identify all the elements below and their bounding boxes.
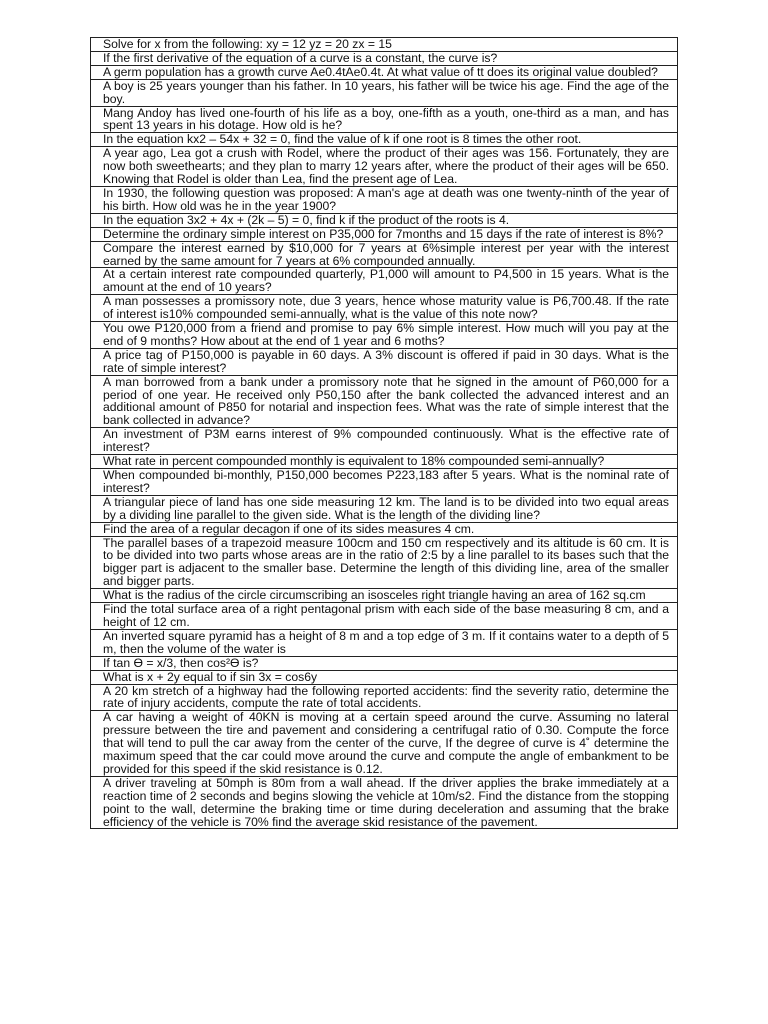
table-row [91, 106, 678, 133]
question-text: A car having a weight of 40KN is moving at a certain speed around the curve. Assuming no lateral pressure between the tire and pavement and considering a centrifugal ratio of 0.30. Compute the force that will tend to pull the car away from the center of the curve, If the degree of curve is 4˚ determine the maximum speed that the car could move around the curve and compute the angle of embankment to be provided for this speed if the skid resistance is 0.12. [103, 710, 669, 776]
question-cell [91, 670, 678, 684]
question-cell [91, 776, 678, 829]
question-text: An inverted square pyramid has a height of 8 m and a top edge of 3 m. If it contains water to a depth of 5 m, then the volume of the water is [103, 628, 669, 656]
table-row [91, 629, 678, 656]
table-row [91, 147, 678, 187]
question-text: What is the radius of the circle circumscribing an isosceles right triangle having an area of 162 sq.cm [103, 588, 646, 603]
table-row [91, 348, 678, 375]
question-cell [91, 241, 678, 268]
table-row [91, 322, 678, 349]
question-text: What rate in percent compounded monthly is equivalent to 18% compounded semi-annually? [103, 454, 605, 469]
question-text: A 20 km stretch of a highway had the following reported accidents: find the severity ratio, determine the rate of injury accidents, compute the rate of total accidents. [103, 683, 669, 711]
question-cell [91, 522, 678, 536]
table-row [91, 455, 678, 469]
question-cell [91, 495, 678, 522]
table-row [91, 469, 678, 496]
question-cell [91, 656, 678, 670]
table-row [91, 375, 678, 428]
question-cell [91, 684, 678, 711]
table-row [91, 65, 678, 79]
question-text: Find the area of a regular decagon if one of its sides measures 4 cm. [103, 521, 475, 536]
table-row [91, 241, 678, 268]
table-row [91, 711, 678, 777]
question-text: If the first derivative of the equation of a curve is a constant, the curve is? [103, 50, 498, 65]
table-row [91, 603, 678, 630]
question-text: A driver traveling at 50mph is 80m from a wall ahead. If the driver applies the brake immediately at a reaction time of 2 seconds and begins slowing the vehicle at 10m/s2. Find the distance from the stopping point to the wall, determine the braking time or time during deceleration and assuming that the brake efficiency of the vehicle is 70% find the average skid resistance of the pavement. [103, 775, 669, 829]
question-text: At a certain interest rate compounded quarterly, P1,000 will amount to P4,500 in 15 years. What is the amount at the end of 10 years? [103, 267, 669, 295]
question-text: A year ago, Lea got a crush with Rodel, where the product of their ages was 156. Fortunately, they are now both sweethearts; and they plan to marry 12 years after, where the product of their ages will be 650. Knowing that Rodel is older than Lea, find the present age of Lea. [103, 146, 669, 187]
question-text: Determine the ordinary simple interest on P35,000 for 7months and 15 days if the rate of interest is 8%? [103, 226, 664, 241]
question-cell [91, 38, 678, 52]
table-row [91, 656, 678, 670]
question-cell [91, 65, 678, 79]
question-text: An investment of P3M earns interest of 9% compounded continuously. What is the effective rate of interest? [103, 427, 669, 455]
questions-table-body [91, 38, 678, 829]
table-row [91, 776, 678, 829]
question-cell [91, 589, 678, 603]
table-row [91, 227, 678, 241]
question-cell [91, 536, 678, 589]
questions-sheet [90, 37, 678, 829]
question-cell [91, 268, 678, 295]
question-text: The parallel bases of a trapezoid measure 100cm and 150 cm respectively and its altitude is 60 cm. It is to be divided into two parts whose areas are in the ratio of 2:5 by a line parallel to its bases such that the bigger part is adjacent to the smaller base. Determine the length of this dividing line, area of the smaller and bigger parts. [103, 535, 669, 589]
question-cell [91, 147, 678, 187]
question-cell [91, 629, 678, 656]
table-row [91, 495, 678, 522]
question-cell [91, 295, 678, 322]
question-text: A triangular piece of land has one side measuring 12 km. The land is to be divided into two equal areas by a dividing line parallel to the given side. What is the length of the dividing line? [103, 494, 669, 522]
table-row [91, 133, 678, 147]
table-row [91, 428, 678, 455]
question-text: A boy is 25 years younger than his father. In 10 years, his father will be twice his age. Find the age of the boy. [103, 78, 669, 106]
question-cell [91, 455, 678, 469]
table-row [91, 186, 678, 213]
question-text: In the equation kx2 – 54x + 32 = 0, find the value of k if one root is 8 times the other root. [103, 132, 582, 147]
question-cell [91, 106, 678, 133]
question-cell [91, 428, 678, 455]
question-cell [91, 322, 678, 349]
question-text: In 1930, the following question was proposed: A man's age at death was one twenty-ninth of the year of his birth. How old was he in the year 1900? [103, 185, 669, 213]
question-cell [91, 133, 678, 147]
table-row [91, 670, 678, 684]
table-row [91, 295, 678, 322]
question-text: A germ population has a growth curve Ae0.4tAe0.4t. At what value of tt does its original value doubled? [103, 64, 658, 79]
table-row [91, 268, 678, 295]
table-row [91, 38, 678, 52]
question-cell [91, 213, 678, 227]
question-cell [91, 348, 678, 375]
question-text: When compounded bi-monthly, P150,000 becomes P223,183 after 5 years. What is the nominal rate of interest? [103, 468, 669, 495]
question-text: You owe P120,000 from a friend and promise to pay 6% simple interest. How much will you pay at the end of 9 months? How about at the end of 1 year and 6 moths? [103, 321, 669, 348]
question-cell [91, 79, 678, 106]
table-row [91, 684, 678, 711]
question-cell [91, 711, 678, 777]
question-cell [91, 469, 678, 496]
question-text: Compare the interest earned by $10,000 for 7 years at 6%simple interest per year with the interest earned by the same amount for 7 years at 6% compounded annually. [103, 240, 669, 268]
questions-table [90, 37, 678, 829]
question-cell [91, 603, 678, 630]
table-row [91, 522, 678, 536]
table-row [91, 536, 678, 589]
table-row [91, 213, 678, 227]
table-row [91, 589, 678, 603]
question-cell [91, 186, 678, 213]
question-cell [91, 375, 678, 428]
table-row [91, 79, 678, 106]
question-text: A man borrowed from a bank under a promissory note that he signed in the amount of P60,000 for a period of one year. He received only P50,150 after the bank collected the advanced interest and an additional amount of P850 for notarial and inspection fees. What was the rate of simple interest that the bank collected in advance? [103, 374, 669, 428]
question-text: What is x + 2y equal to if sin 3x = cos6y [103, 669, 318, 684]
question-text: Solve for x from the following: xy = 12 yz = 20 zx = 15 [103, 37, 392, 51]
question-text: A price tag of P150,000 is payable in 60 days. A 3% discount is offered if paid in 30 days. What is the rate of simple interest? [103, 347, 669, 375]
question-text: In the equation 3x2 + 4x + (2k – 5) = 0, find k if the product of the roots is 4. [103, 212, 510, 227]
table-row [91, 51, 678, 65]
question-text: If tan ϴ = x/3, then cos²ϴ is? [103, 655, 259, 670]
question-cell [91, 227, 678, 241]
question-cell [91, 51, 678, 65]
question-text: A man possesses a promissory note, due 3 years, hence whose maturity value is P6,700.48. If the rate of interest is10% compounded semi-annually, what is the value of this note now? [103, 294, 669, 322]
question-text: Find the total surface area of a right pentagonal prism with each side of the base measuring 8 cm, and a height of 12 cm. [103, 602, 669, 629]
question-text: Mang Andoy has lived one-fourth of his life as a boy, one-fifth as a youth, one-third as a man, and has spent 13 years in his dotage. How old is he? [103, 105, 669, 133]
